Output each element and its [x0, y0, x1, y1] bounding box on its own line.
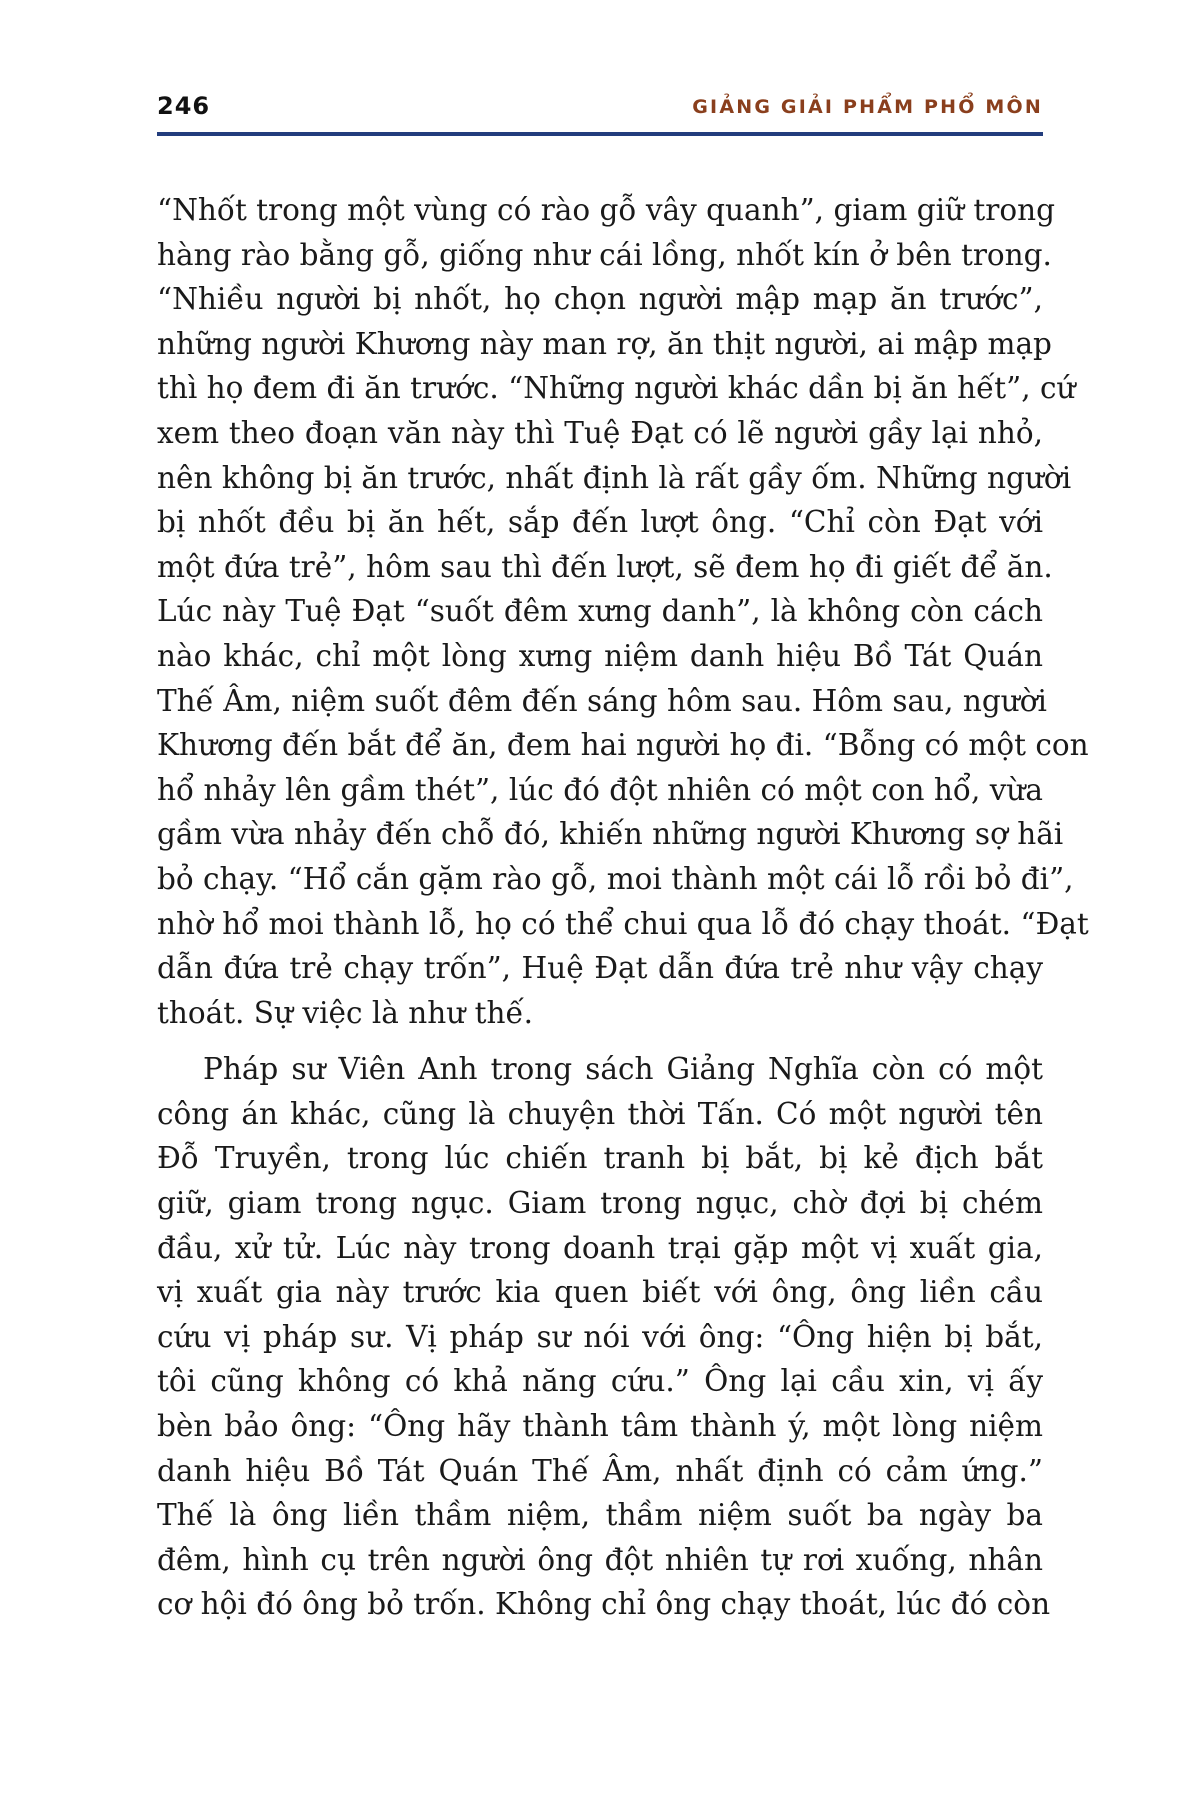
text-line: nên không bị ăn trước, nhất định là rất gầy ốm. Những người	[157, 460, 1072, 495]
text-line: dẫn đứa trẻ chạy trốn”, Huệ Đạt dẫn đứa trẻ như vậy chạy	[157, 951, 1043, 986]
text-line: thì họ đem đi ăn trước. “Những người khác dần bị ăn hết”, cứ	[157, 371, 1076, 406]
text-line: bèn bảo ông: “Ông hãy thành tâm thành ý, một lòng niệm	[157, 1409, 1043, 1444]
text-line: Đỗ Truyền, trong lúc chiến tranh bị bắt, bị kẻ địch bắt	[157, 1141, 1043, 1176]
text-line: gầm vừa nhảy đến chỗ đó, khiến những người Khương sợ hãi	[157, 817, 1064, 852]
text-line: vị xuất gia này trước kia quen biết với ông, ông liền cầu	[157, 1275, 1043, 1310]
text-line: bỏ chạy. “Hổ cắn gặm rào gỗ, moi thành một cái lỗ rồi bỏ đi”,	[157, 861, 1074, 896]
text-line: Khương đến bắt để ăn, đem hai người họ đi. “Bỗng có một con	[157, 728, 1089, 763]
text-line: hàng rào bằng gỗ, giống như cái lồng, nhốt kín ở bên trong.	[157, 237, 1052, 272]
text-line: công án khác, cũng là chuyện thời Tấn. Có một người tên	[157, 1096, 1043, 1131]
text-line: hổ nhảy lên gầm thét”, lúc đó đột nhiên có một con hổ, vừa	[157, 772, 1043, 807]
text-line: “Nhốt trong một vùng có rào gỗ vây quanh”, giam giữ trong	[157, 193, 1055, 227]
header-rule-divider	[157, 132, 1043, 136]
text-line: tôi cũng không có khả năng cứu.” Ông lại cầu xin, vị ấy	[157, 1364, 1043, 1399]
page-number: 246	[157, 92, 211, 120]
text-line: những người Khương này man rợ, ăn thịt người, ai mập mạp	[157, 326, 1052, 361]
text-line: đêm, hình cụ trên người ông đột nhiên tự rơi xuống, nhân	[157, 1542, 1043, 1577]
text-line: cơ hội đó ông bỏ trốn. Không chỉ ông chạy thoát, lúc đó còn	[157, 1587, 1051, 1622]
text-line: nào khác, chỉ một lòng xưng niệm danh hiệu Bồ Tát Quán	[157, 638, 1043, 673]
text-line: Thế là ông liền thầm niệm, thầm niệm suốt ba ngày ba	[157, 1498, 1043, 1533]
text-line: nhờ hổ moi thành lỗ, họ có thể chui qua lỗ đó chạy thoát. “Đạt	[157, 906, 1089, 941]
text-line: “Nhiều người bị nhốt, họ chọn người mập mạp ăn trước”,	[157, 282, 1043, 317]
text-line: đầu, xử tử. Lúc này trong doanh trại gặp một vị xuất gia,	[157, 1230, 1043, 1265]
body-text	[157, 188, 1089, 1627]
text-line: Pháp sư Viên Anh trong sách Giảng Nghĩa còn có một	[203, 1052, 1043, 1087]
text-line: Thế Âm, niệm suốt đêm đến sáng hôm sau. Hôm sau, người	[157, 683, 1047, 718]
text-line: một đứa trẻ”, hôm sau thì đến lượt, sẽ đem họ đi giết để ăn.	[157, 549, 1053, 584]
text-line: thoát. Sự việc là như thế.	[157, 995, 534, 1030]
text-line: xem theo đoạn văn này thì Tuệ Đạt có lẽ người gầy lại nhỏ,	[157, 415, 1043, 450]
running-header	[157, 92, 1043, 132]
text-line: cứu vị pháp sư. Vị pháp sư nói với ông: “Ông hiện bị bắt,	[157, 1319, 1043, 1354]
text-line: Lúc này Tuệ Đạt “suốt đêm xưng danh”, là không còn cách	[157, 594, 1043, 629]
paragraph-1	[157, 188, 1089, 1035]
text-line: giữ, giam trong ngục. Giam trong ngục, chờ đợi bị chém	[157, 1186, 1043, 1221]
book-title: GIẢNG GIẢI PHẨM PHỔ MÔN	[692, 96, 1043, 118]
text-line: danh hiệu Bồ Tát Quán Thế Âm, nhất định có cảm ứng.”	[157, 1453, 1043, 1488]
text-line: bị nhốt đều bị ăn hết, sắp đến lượt ông. “Chỉ còn Đạt với	[157, 505, 1043, 540]
paragraph-2	[157, 1047, 1051, 1627]
